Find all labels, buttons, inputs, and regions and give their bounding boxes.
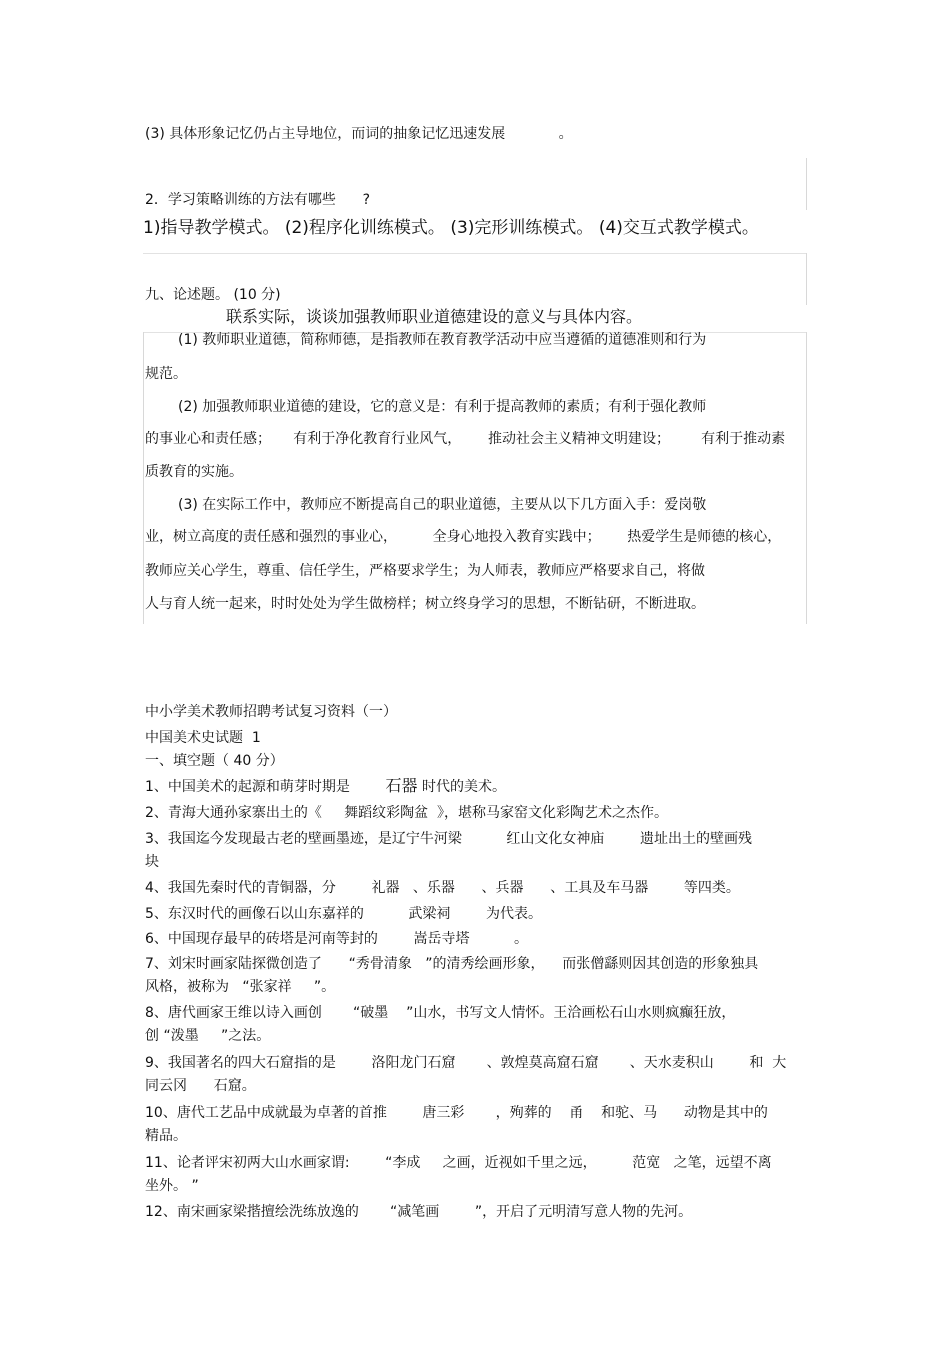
question-10: 10、唐代工艺品中成就最为卓著的首推 唐三彩 ，殉葬的 甬 和驼、马 动物是其中的 [145, 1105, 768, 1121]
memory-item-3: (3) 具体形象记忆仍占主导地位，而词的抽象记忆迅速发展 。 [145, 126, 573, 142]
question-7-cont: 风格，被称为 “张家祥 ”。 [145, 979, 336, 995]
question-8: 8、唐代画家王维以诗入画创 “破墨 ”山水，书写文人情怀。王洽画松石山水则疯癫狂放， [145, 1005, 736, 1021]
question-3-cont: 块 [145, 854, 159, 870]
question-11-cont: 坐外。 ” [145, 1178, 199, 1194]
question-10-cont: 精品。 [145, 1128, 187, 1144]
question-1-text: 1、中国美术的起源和萌芽时期是 [145, 779, 386, 795]
fill-blank-section: 一、填空题（ 40 分） [145, 753, 284, 769]
section-9-heading: 九、论述题。 (10 分) [145, 287, 281, 303]
question-6: 6、中国现存最早的砖塔是河南等封的 嵩岳寺塔 。 [145, 931, 529, 947]
question-1-text: 时代的美术。 [417, 779, 506, 795]
frame-rule [806, 332, 807, 624]
question-1-answer: 石器 [385, 776, 418, 795]
essay-paragraph-3: (3) 在实际工作中，教师应不断提高自己的职业道德，主要从以下几方面入手：爱岗敬 [178, 497, 707, 513]
question-9-cont: 同云冈 石窟。 [145, 1078, 256, 1094]
question-9: 9、我国著名的四大石窟指的是 洛阳龙门石窟 、敦煌莫高窟石窟 、天水麦积山 和 大 [145, 1055, 787, 1071]
question-2-answer: 1)指导教学模式。 (2)程序化训练模式。 (3)完形训练模式。 (4)交互式教学模式。 [143, 218, 759, 238]
art-doc-subtitle: 中国美术史试题 1 [145, 730, 261, 746]
question-5: 5、东汉时代的画像石以山东嘉祥的 武梁祠 为代表。 [145, 906, 543, 922]
essay-paragraph-1-cont: 规范。 [145, 366, 187, 382]
question-8-cont: 创 “泼墨 ”之法。 [145, 1028, 271, 1044]
frame-rule [143, 253, 807, 254]
section-9-question: 联系实际，谈谈加强教师职业道德建设的意义与具体内容。 [226, 307, 643, 326]
essay-paragraph-2-cont: 的事业心和责任感； 有利于净化教育行业风气， 推动社会主义精神文明建设； 有利于推动素 [145, 431, 786, 447]
question-11: 11、论者评宋初两大山水画家谓: “李成 之画，近视如千里之远， 范宽 之笔，远望不离 [145, 1155, 772, 1171]
frame-rule [143, 332, 144, 624]
question-12: 12、南宋画家梁揩擅绘洗练放逸的 “减笔画 ”，开启了元明清写意人物的先河。 [145, 1204, 693, 1220]
frame-rule [806, 253, 807, 305]
question-2: 2．学习策略训练的方法有哪些 ? [145, 192, 371, 208]
essay-paragraph-1: (1) 教师职业道德，简称师德，是指教师在教育教学活动中应当遵循的道德准则和行为 [178, 332, 707, 348]
essay-paragraph-3-cont: 人与育人统一起来，时时处处为学生做榜样；树立终身学习的思想，不断钻研，不断进取。 [145, 596, 705, 612]
essay-paragraph-2: (2) 加强教师职业道德的建设，它的意义是：有利于提高教师的素质；有利于强化教师 [178, 399, 707, 415]
frame-rule [806, 158, 807, 210]
question-7: 7、刘宋时画家陆探微创造了 “秀骨清象 ”的清秀绘画形象， 而张僧繇则因其创造的形象独具 [145, 956, 759, 972]
essay-paragraph-3-cont: 业，树立高度的责任感和强烈的事业心， 全身心地投入教育实践中； 热爱学生是师德的核心， [145, 529, 782, 545]
question-1 [145, 777, 506, 796]
question-4: 4、我国先秦时代的青铜器，分 礼器 、乐器 、兵器 、工具及车马器 等四类。 [145, 880, 740, 896]
art-doc-title: 中小学美术教师招聘考试复习资料（一） [145, 704, 397, 720]
essay-paragraph-3-cont: 教师应关心学生，尊重、信任学生，严格要求学生；为人师表，教师应严格要求自己，将做 [145, 563, 705, 579]
question-3: 3、我国迄今发现最古老的壁画墨迹，是辽宁牛河梁 红山文化女神庙 遗址出土的壁画残 [145, 831, 753, 847]
question-2-art: 2、青海大通孙家寨出土的《 舞蹈纹彩陶盆 》，堪称马家窑文化彩陶艺术之杰作。 [145, 805, 669, 821]
essay-paragraph-2-cont: 质教育的实施。 [145, 464, 243, 480]
